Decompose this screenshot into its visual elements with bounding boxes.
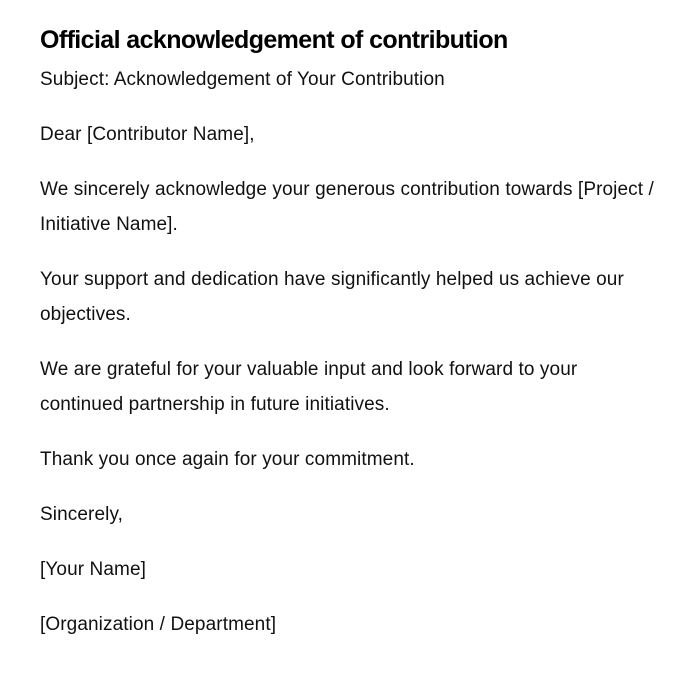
signature-organization: [Organization / Department] <box>40 614 277 635</box>
letter-document <box>40 22 660 662</box>
body-paragraph: Thank you once again for your commitment. <box>40 449 415 470</box>
body-paragraph: We are grateful for your valuable input and look forward to your continued partnership in future initiatives. <box>40 359 578 415</box>
signature-name: [Your Name] <box>40 559 147 580</box>
document-title: Official acknowledgement of contribution <box>40 26 508 54</box>
body-paragraph: We sincerely acknowledge your generous contribution towards [Project / Initiative Name]. <box>40 179 654 235</box>
closing: Sincerely, <box>40 504 124 525</box>
salutation: Dear [Contributor Name], <box>40 124 255 145</box>
subject-line: Subject: Acknowledgement of Your Contribution <box>40 69 445 90</box>
body-paragraph: Your support and dedication have significantly helped us achieve our objectives. <box>40 269 624 325</box>
